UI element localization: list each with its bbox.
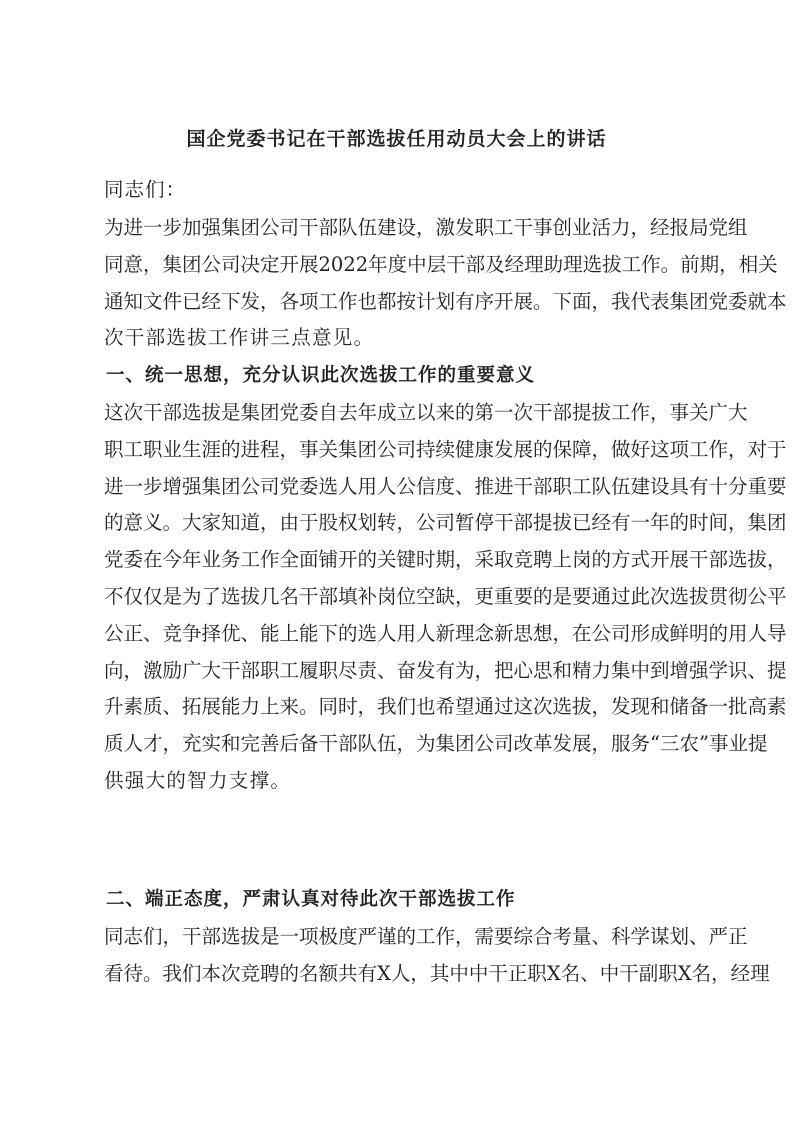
salutation: 同志们：: [104, 178, 187, 201]
text-line: 向，激励广大干部职工履职尽责、奋发有为，把心思和精力集中到增强学识、提: [104, 658, 787, 682]
text-line: 升素质、拓展能力上来。同时，我们也希望通过这次选拔，发现和储备一批高素: [104, 695, 787, 719]
text-line: 党委在今年业务工作全面铺开的关键时期，采取竞聘上岗的方式开展干部选拔，: [104, 548, 787, 572]
text-line: 为进一步加强集团公司干部队伍建设，激发职工干事创业活力，经报局党组: [104, 216, 748, 239]
paragraph-section-2: [104, 919, 770, 993]
section-heading-2: 二、端正态度，严肃认真对待此次干部选拔工作: [106, 889, 516, 910]
text-line: 这次干部选拔是集团党委自去年成立以来的第一次干部提拔工作，事关广大: [104, 401, 748, 424]
text-line: 公正、竞争择优、能上能下的选人用人新理念新思想，在公司形成鲜明的用人导: [104, 621, 787, 645]
section-heading-1: 一、统一思想，充分认识此次选拔工作的重要意义: [106, 365, 536, 386]
text-line: 供强大的智力支撑。: [104, 768, 292, 792]
paragraph-section-1: [104, 395, 787, 800]
text-line: 同志们，干部选拔是一项极度严谨的工作，需要综合考量、科学谋划、严正: [104, 925, 748, 948]
text-line: 的意义。大家知道，由于股权划转，公司暂停干部提拔已经有一年的时间，集团: [104, 511, 787, 535]
text-line: 次干部选拔工作讲三点意见。: [104, 326, 375, 350]
text-line: 同意，集团公司决定开展2022年度中层干部及经理助理选拔工作。前期，相关: [104, 252, 778, 276]
text-line: 质人才，充实和完善后备干部队伍，为集团公司改革发展，服务“三农”事业提: [104, 732, 768, 756]
text-line: 通知文件已经下发，各项工作也都按计划有序开展。下面，我代表集团党委就本: [104, 289, 787, 313]
text-line: 职工职业生涯的进程，事关集团公司持续健康发展的保障，做好这项工作，对于: [104, 437, 787, 461]
text-line: 看待。我们本次竞聘的名额共有X人，其中中干正职X名、中干副职X名，经理: [104, 961, 770, 985]
document-title: 国企党委书记在干部选拔任用动员大会上的讲话: [186, 128, 607, 150]
text-line: 不仅仅是为了选拔几名干部填补岗位空缺，更重要的是要通过此次选拔贯彻公平: [104, 584, 787, 608]
paragraph-intro: [104, 210, 787, 357]
text-line: 进一步增强集团公司党委选人用人公信度、推进干部职工队伍建设具有十分重要: [104, 474, 787, 498]
